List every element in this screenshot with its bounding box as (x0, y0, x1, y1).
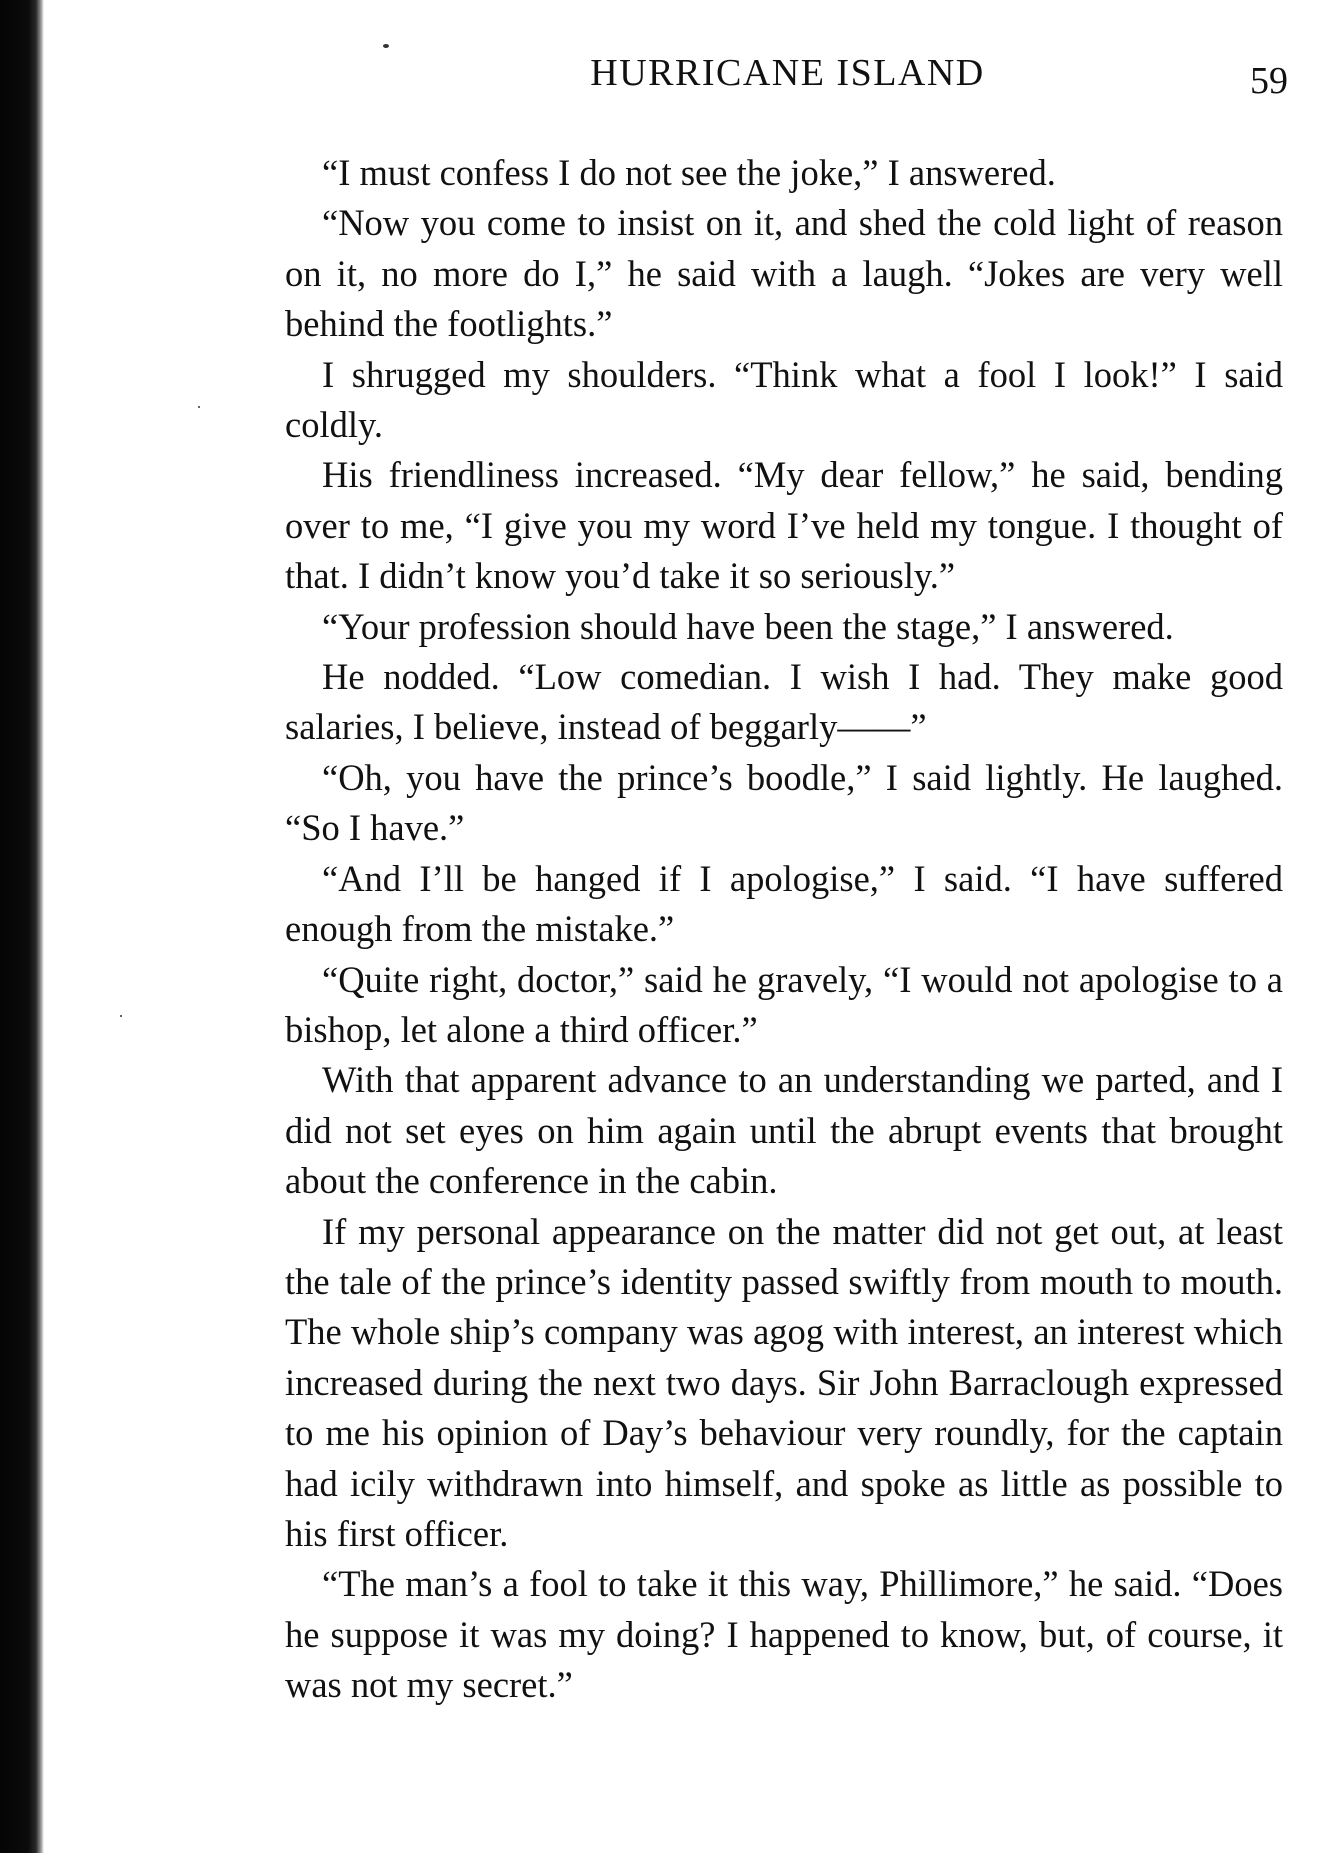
scan-speck (198, 406, 200, 408)
paragraph: With that apparent advance to an understanding we parted, and I did not set eyes on him again until the abrupt events that brought about the conference in the cabin. (285, 1059, 1283, 1202)
body-text (285, 148, 1283, 1711)
paragraph: “Now you come to insist on it, and shed the cold light of reason on it, no more do I,” he said with a laugh. “Jokes are very well behind the footlights.” (285, 202, 1283, 345)
running-title: HURRICANE ISLAND (590, 52, 985, 94)
page-number: 59 (1250, 60, 1288, 102)
paragraph: “Oh, you have the prince’s boodle,” I said lightly. He laughed. “So I have.” (285, 756, 1283, 849)
page-header (285, 48, 1290, 108)
paragraph: “And I’ll be hanged if I apologise,” I said. “I have suffered enough from the mistake.” (285, 857, 1283, 950)
paragraph: “The man’s a fool to take it this way, Phillimore,” he said. “Does he suppose it was my doing? I happened to know, but, of course, it was not my secret.” (285, 1563, 1283, 1706)
book-spine-shadow (0, 0, 44, 1853)
paragraph: I shrugged my shoulders. “Think what a fool I look!” I said coldly. (285, 353, 1283, 446)
paragraph: “Your profession should have been the stage,” I answered. (322, 605, 1174, 647)
paragraph: “I must confess I do not see the joke,” I answered. (322, 152, 1056, 193)
paragraph: His friendliness increased. “My dear fellow,” he said, bending over to me, “I give you my word I’ve held my tongue. I thought of that. I didn’t know you’d take it so seriously.” (285, 454, 1283, 597)
scan-speck (120, 1015, 122, 1017)
paragraph: He nodded. “Low comedian. I wish I had. They make good salaries, I believe, instead of beggarly——” (285, 656, 1283, 748)
paragraph: “Quite right, doctor,” said he gravely, “I would not apologise to a bishop, let alone a third officer.” (285, 958, 1283, 1050)
paragraph: If my personal appearance on the matter did not get out, at least the tale of the prince’s identity passed swiftly from mouth to mouth. The whole ship’s company was agog with interest, an interest which increased during the next two days. Sir John Barraclough expressed to me his opinion of Day’s behaviour very roundly, for the captain had icily withdrawn into himself, and spoke as little as possible to his first officer. (285, 1210, 1283, 1554)
